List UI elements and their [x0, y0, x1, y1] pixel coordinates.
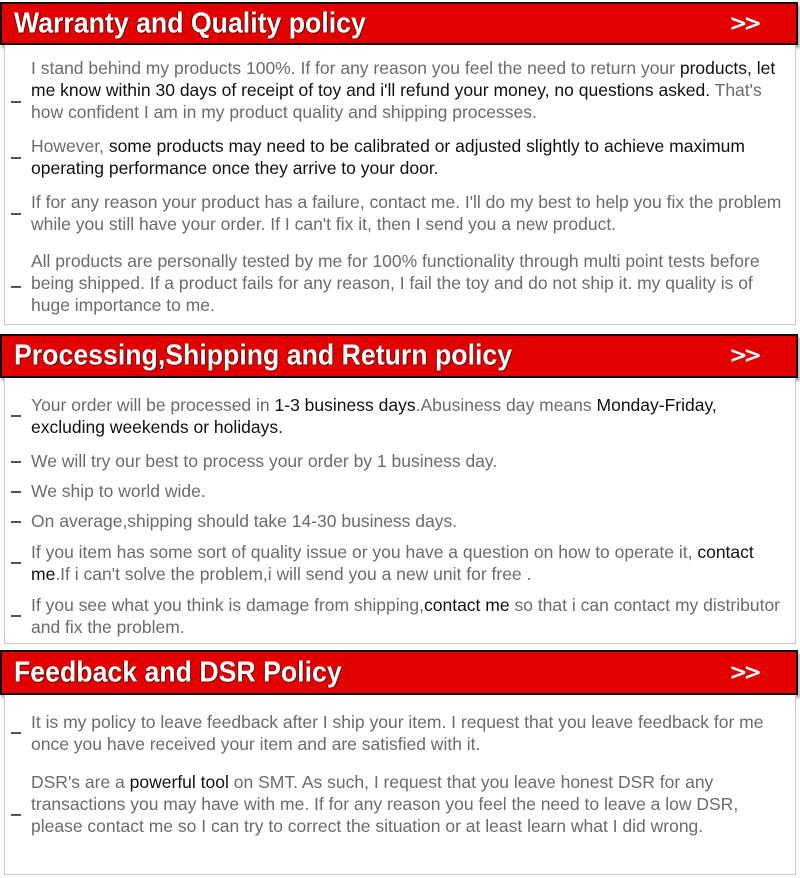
bullet: [11, 415, 21, 417]
warranty-body: [4, 45, 796, 325]
feedback-header: [0, 650, 798, 695]
bullet: [11, 101, 21, 103]
bullet: [11, 461, 21, 463]
highlighted-text: contact me: [424, 595, 510, 615]
body-text: .If i can't solve the problem,i will send you a new unit for free .: [55, 564, 532, 584]
highlighted-text: contact me: [31, 542, 754, 584]
processing-text-5: [31, 541, 791, 585]
highlighted-text: Monday-Friday, excluding weekends or holidays.: [31, 395, 717, 437]
body-text: We ship to world wide.: [31, 481, 206, 501]
bullet: [11, 814, 21, 816]
processing-text-4: [31, 510, 791, 532]
body-text: on SMT. As such, I request that you leave honest DSR for any transactions you may have with me. If for any reason you feel the need to leave a low DSR, please contact me so I can try to correct the situation or at least learn what I did wrong.: [31, 772, 739, 836]
processing-more-arrows[interactable]: >>: [729, 343, 758, 369]
body-text: Your order will be processed in: [31, 395, 275, 415]
warranty-text-3: [31, 191, 791, 235]
feedback-title: Feedback and DSR Policy: [14, 656, 342, 688]
body-text: so that i can contact my distributor and fix the problem.: [31, 595, 781, 637]
highlighted-text: powerful tool: [129, 772, 229, 792]
body-text: We will try our best to process your order by 1 business day.: [31, 451, 498, 471]
warranty-text-1: [31, 57, 791, 123]
bullet: [11, 732, 21, 734]
processing-title: Processing,Shipping and Return policy: [14, 339, 513, 372]
bullet: [11, 562, 21, 564]
bullet: [11, 521, 21, 523]
highlighted-text: products, let me know within 30 days of receipt of toy and i'll refund your money, no questions asked.: [31, 58, 776, 100]
body-text: If for any reason your product has a failure, contact me. I'll do my best to help you fix the problem while you still have your order. If I can't fix it, then I send you a new product.: [31, 192, 782, 234]
body-text: .Abusiness day means: [415, 395, 597, 415]
processing-text-3: [31, 480, 791, 502]
highlighted-text: some products may need to be calibrated or adjusted slightly to achieve maximum operating performance once they arrive to your door.: [31, 136, 745, 178]
bullet: [11, 157, 21, 159]
feedback-text-1: [31, 711, 791, 755]
processing-header: [0, 334, 798, 378]
bullet: [11, 491, 21, 493]
body-text: If you item has some sort of quality issue or you have a question on how to operate it,: [31, 542, 698, 562]
warranty-header: [0, 2, 798, 45]
highlighted-text: 1-3 business days: [274, 395, 416, 415]
body-text: On average,shipping should take 14-30 business days.: [31, 511, 458, 531]
body-text: That's how confident I am in my product quality and shipping processes.: [31, 80, 762, 122]
warranty-text-2: [31, 135, 791, 179]
feedback-more-arrows[interactable]: >>: [729, 660, 758, 685]
feedback-text-2: [31, 771, 791, 837]
warranty-text-4: [31, 250, 791, 316]
body-text: All products are personally tested by me for 100% functionality through multi point tests before being shipped. If a product fails for any reason, I fail the toy and do not ship it. my quality is of huge importance to me.: [31, 251, 760, 315]
bullet: [11, 615, 21, 617]
body-text: DSR's are a: [31, 772, 130, 792]
body-text: However,: [31, 136, 109, 156]
body-text: It is my policy to leave feedback after I ship your item. I request that you leave feedback for me once you have received your item and are satisfied with it.: [31, 712, 764, 754]
body-text: If you see what you think is damage from shipping,: [31, 595, 424, 615]
bullet: [11, 286, 21, 288]
body-text: I stand behind my products 100%. If for any reason you feel the need to return your: [31, 58, 680, 78]
processing-body: [4, 378, 796, 644]
processing-text-2: [31, 450, 791, 472]
processing-text-1: [31, 394, 791, 438]
feedback-body: [4, 695, 796, 875]
warranty-title: Warranty and Quality policy: [14, 7, 366, 39]
processing-text-6: [31, 594, 791, 638]
warranty-more-arrows[interactable]: >>: [729, 11, 758, 36]
bullet: [11, 213, 21, 215]
